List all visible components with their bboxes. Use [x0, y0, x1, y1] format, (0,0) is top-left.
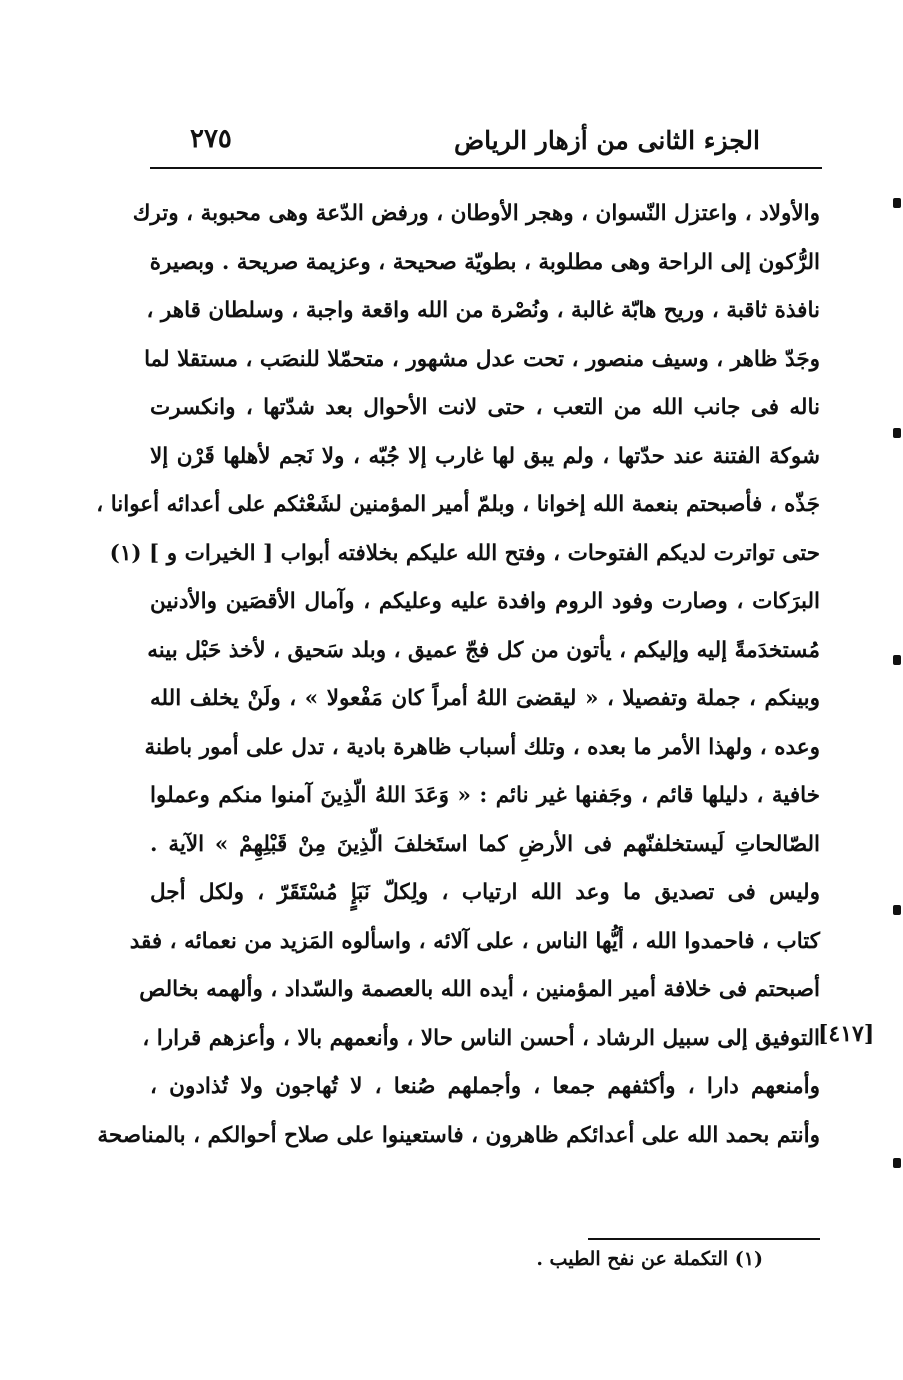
text-line: أصبحتم فى خلافة أمير المؤمنين ، أيده الله بالعصمة والسّداد ، وألهمه بخالص [139, 977, 820, 1002]
header-rule [150, 167, 822, 169]
page-number: ٢٧٥ [190, 124, 232, 154]
text-line: الصّالحاتِ لَيستخلفنّهم فى الأرضِ كما استَخلفَ الّذِينَ مِنْ قَبْلِهِمْ » الآية . [150, 831, 820, 857]
text-line: ناله فى جانب الله من التعب ، حتى لانت الأحوال بعد شدّتها ، وانكسرت [150, 395, 820, 420]
body-text [96, 190, 820, 1160]
binding-mark [893, 428, 901, 438]
margin-page-reference: [٤١٧] [818, 1021, 875, 1047]
footnote: (١) التكملة عن نفح الطيب . [536, 1248, 763, 1270]
text-line: وعده ، ولهذا الأمر ما بعده ، وتلك أسباب ظاهرة بادية ، تدل على أمور باطنة [144, 734, 820, 760]
text-line: وأنتم بحمد الله على أعدائكم ظاهرون ، فاستعينوا على صلاح أحوالكم ، بالمناصحة [97, 1122, 820, 1148]
header-title: الجزء الثانى من أزهار الرياض [453, 126, 760, 155]
text-line: جَذّه ، فأصبحتم بنعمة الله إخوانا ، وبلمّ أمير المؤمنين لشَعْثكم على أعدائه أعوانا ، [96, 492, 820, 517]
text-line: وبينكم ، جملة وتفصيلا ، « ليقضىَ اللهُ أمراً كان مَفْعولا » ، ولَنْ يخلف الله [150, 686, 820, 711]
text-line: كتاب ، فاحمدوا الله ، أيُّها الناس ، على آلائه ، واسألوه المَزيد من نعمائه ، فقد [129, 928, 820, 954]
text-line: الرُّكون إلى الراحة وهى مطلوبة ، بطويّة صحيحة ، وعزيمة صريحة . وبصيرة [149, 249, 820, 275]
binding-mark [893, 1158, 901, 1168]
footnote-rule [588, 1238, 820, 1240]
text-line: وليس فى تصديق ما وعد الله ارتياب ، ولِكلّ نَبَإٍ مُسْتَقَرّ ، ولكل أجل [150, 880, 820, 905]
text-line: والأولاد ، واعتزل النّسوان ، وهجر الأوطان ، ورفض الدّعة وهى محبوبة ، وترك [132, 201, 820, 226]
text-line: شوكة الفتنة عند حدّتها ، ولم يبق لها غارب إلا جُبّه ، ولا نَجم لأهلها قَرْن إلا [150, 443, 820, 469]
binding-mark [893, 198, 901, 208]
text-line: حتى تواترت لديكم الفتوحات ، وفتح الله عليكم بخلافته أبواب [ الخيرات و ] (١) [109, 540, 820, 566]
text-line: نافذة ثاقبة ، وريح هابّة غالبة ، ونُصْرة من الله واقعة واجبة ، وسلطان قاهر ، [146, 298, 820, 323]
text-line: التوفيق إلى سبيل الرشاد ، أحسن الناس حالا ، وأنعمهم بالا ، وأعزهم قرارا ، [142, 1025, 820, 1051]
running-header [150, 118, 820, 170]
binding-mark [893, 655, 901, 665]
binding-mark [893, 905, 901, 915]
text-line: وجَدّ ظاهر ، وسيف منصور ، تحت عدل مشهور ، متحمّلا للنصَب ، مستقلا لما [144, 346, 820, 372]
text-line: وأمنعهم دارا ، وأكثفهم جمعا ، وأجملهم صُنعا ، لا تُهاجون ولا تُذادون ، [150, 1074, 820, 1099]
text-line: خافية ، دليلها قائم ، وجَفنها غير نائم : « وَعَدَ اللهُ الّذِينَ آمنوا منكم وعملوا [150, 783, 820, 808]
text-line: البرَكات ، وصارت وفود الروم وافدة عليه وعليكم ، وآمال الأقصَين والأدنين [150, 589, 820, 614]
text-line: مُستخدَمةً إليه وإليكم ، يأتون من كل فجّ عميق ، وبلد سَحيق ، لأخذ حَبْل بينه [147, 637, 820, 663]
